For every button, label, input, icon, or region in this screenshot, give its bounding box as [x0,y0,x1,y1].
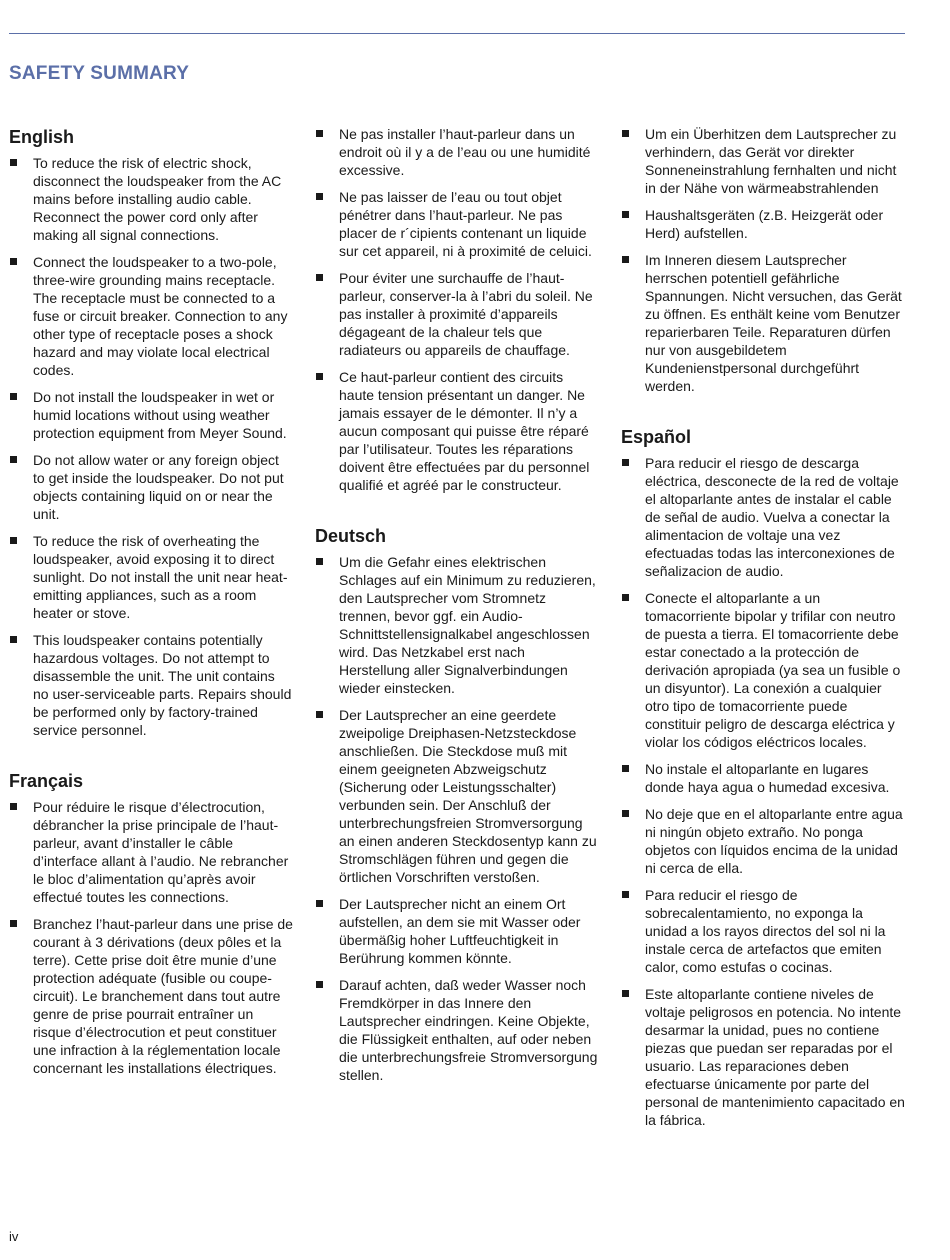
page-title: SAFETY SUMMARY [9,63,190,84]
square-bullet-icon [316,373,323,380]
safety-list-item [9,451,293,523]
safety-list-item [9,388,293,442]
list-item-text: Conecte el altoparlante a un tomacorriente bipolar y trifilar con neutro de puesta a tierra. El tomacorriente debe estar conectado a la protección de derivación apropiada (ya sea un fusible o un disyuntor). La conexión a cualquier otro tipo de tomacorriente puede constituir peligro de descarga eléctrica y violar los códigos eléctricos locales. [645,590,901,750]
square-bullet-icon [316,711,323,718]
square-bullet-icon [10,803,17,810]
safety-section [315,524,599,1084]
square-bullet-icon [622,459,629,466]
square-bullet-icon [316,981,323,988]
square-bullet-icon [316,130,323,137]
safety-list [621,454,905,1129]
safety-list-item [315,976,599,1084]
list-item-text: To reduce the risk of overheating the loudspeaker, avoid exposing it to direct sunlight. Do not install the unit near heat-emitting appliances, such as a room heater or stove. [33,533,288,621]
square-bullet-icon [10,456,17,463]
safety-list-item [621,589,905,751]
page-number: iv [9,1229,19,1244]
safety-list-item [315,125,599,179]
safety-list-item [315,188,599,260]
safety-list-item [315,269,599,359]
square-bullet-icon [622,765,629,772]
list-item-text: No instale el altoparlante en lugares donde haya agua o humedad excesiva. [645,761,890,795]
list-item-text: Ne pas laisser de l’eau ou tout objet pénétrer dans l’haut-parleur. Ne pas placer de r´cipients contenant un liquide sur cet appareil, ni à proximité de celuici. [339,189,592,259]
safety-list-item [9,154,293,244]
safety-list-item [9,253,293,379]
list-item-text: Ne pas installer l’haut-parleur dans un endroit où il y a de l’eau ou une humidité excessive. [339,126,591,178]
square-bullet-icon [316,558,323,565]
square-bullet-icon [622,594,629,601]
square-bullet-icon [10,920,17,927]
safety-list-item [315,706,599,886]
safety-list-item [9,532,293,622]
text-column-3 [621,125,905,1159]
list-item-text: Do not allow water or any foreign object to get inside the loudspeaker. Do not put objects containing liquid on or near the unit. [33,452,284,522]
list-item-text: Um ein Überhitzen dem Lautsprecher zu verhindern, das Gerät vor direkter Sonneneinstrahlung fernhalten und nicht in der Nähe von wärmeabstrahlenden [645,126,897,196]
list-item-text: Im Inneren diesem Lautsprecher herrschen potentiell gefährliche Spannungen. Nicht versuchen, das Gerät zu öffnen. Es enthält keine vom Benutzer reparierbaren Teile. Reparaturen dürfen nur von ausgebildetem Kundenienstpersonal durchgeführt werden. [645,252,902,394]
list-item-text: Este altoparlante contiene niveles de voltaje peligrosos en potencia. No intente desarmar la unidad, pues no contiene piezas que puedan ser reparadas por el usuario. Las reparaciones deben efectuarse únicamente por parte del personal de mantenimiento capacitado en la fábrica. [645,986,905,1128]
list-item-text: Pour réduire le risque d’électrocution, débrancher la prise principale de l’haut-parleur, avant d’installer le câble d’interface allant à l’audio. Ne rebrancher le bloc d’alimentation qu’après avoir effectué toutes les connections. [33,799,289,905]
list-item-text: Darauf achten, daß weder Wasser noch Fremdkörper in das Innere den Lautsprecher eindringen. Keine Objekte, die Flüssigkeit enthalten, auf oder neben die unterbrechungsfreie Stromversorgung stellen. [339,977,598,1083]
list-item-text: Pour éviter une surchauffe de l’haut-parleur, conserver-la à l’abri du soleil. Ne pas installer à proximité d’appareils dégageant de la chaleur tels que radiateurs ou appareils de chauffage. [339,270,593,358]
safety-list-item [315,895,599,967]
list-item-text: Branchez l’haut-parleur dans une prise de courant à 3 dérivations (deux pôles et la terre). Cette prise doit être munie d’une protection adéquate (fusible ou coupe-circuit). Le branchement dans tout autre genre de prise pourrait entraîner un risque d’électrocution et peut constituer une infraction à la réglementation locale concernant les installations électriques. [33,916,293,1076]
safety-list-item [621,454,905,580]
safety-list [9,154,293,739]
square-bullet-icon [316,193,323,200]
square-bullet-icon [10,537,17,544]
list-item-text: Connect the loudspeaker to a two-pole, three-wire grounding mains receptacle. The receptacle must be connected to a fuse or circuit breaker. Connection to any other type of receptacle poses a shock hazard and may violate local electrical codes. [33,254,288,378]
square-bullet-icon [622,130,629,137]
safety-list-item [621,805,905,877]
list-item-text: Haushaltsgeräten (z.B. Heizgerät oder Herd) aufstellen. [645,207,884,241]
safety-list [9,798,293,1077]
list-item-text: Um die Gefahr eines elektrischen Schlages auf ein Minimum zu reduzieren, den Lautsprecher vom Stromnetz trennen, bevor ggf. ein Audio-Schnittstellensignalkabel angeschlossen wird. Das Netzkabel erst nach Herstellung aller Signalverbindungen wieder einstecken. [339,554,596,696]
square-bullet-icon [622,211,629,218]
header-rule [9,33,905,34]
list-item-text: To reduce the risk of electric shock, disconnect the loudspeaker from the AC mains before installing audio cable. Reconnect the power cord only after making all signal connections. [33,155,282,243]
square-bullet-icon [10,393,17,400]
section-title: Deutsch [315,526,387,546]
square-bullet-icon [10,636,17,643]
safety-section [9,769,293,1077]
safety-list-item [315,368,599,494]
square-bullet-icon [316,274,323,281]
safety-section [9,125,293,739]
safety-list-item [621,125,905,197]
safety-list [315,553,599,1084]
safety-section [315,125,599,494]
square-bullet-icon [622,990,629,997]
safety-list-item [621,206,905,242]
list-item-text: Do not install the loudspeaker in wet or humid locations without using weather protection equipment from Meyer Sound. [33,389,287,441]
text-column-1 [9,125,293,1107]
safety-list-item [315,553,599,697]
safety-list-item [9,798,293,906]
list-item-text: Ce haut-parleur contient des circuits haute tension présentant un danger. Ne jamais essayer de le démonter. Il n’y a aucun composant qui puisse être réparé par l’utilisateur. Toutes les réparations doivent être effectuées par du personnel qualifié et agréé par le constructeur. [339,369,590,493]
safety-list-item [9,915,293,1077]
square-bullet-icon [622,256,629,263]
safety-list-item [621,760,905,796]
square-bullet-icon [10,159,17,166]
section-title: Español [621,427,692,447]
safety-section [621,425,905,1129]
safety-list-item [621,251,905,395]
text-column-2 [315,125,599,1114]
safety-list [315,125,599,494]
list-item-text: Para reducir el riesgo de sobrecalentamiento, no exponga la unidad a los rayos directos del sol ni la instale cerca de artefactos que emiten calor, como estufas o cocinas. [645,887,886,975]
list-item-text: Der Lautsprecher nicht an einem Ort aufstellen, an dem sie mit Wasser oder übermäßig hoher Luftfeuchtigkeit in Berührung kommen könnte. [339,896,581,966]
list-item-text: Para reducir el riesgo de descarga eléctrica, desconecte de la red de voltaje el altoparlante antes de instalar el cable de señal de audio. Vuelva a conectar la alimentacion de voltaje una vez efectuadas todas las interconexiones de señalizacion de audio. [645,455,899,579]
section-title: English [9,127,75,147]
list-item-text: Der Lautsprecher an eine geerdete zweipolige Dreiphasen-Netzsteckdose anschließen. Die Steckdose muß mit einem geeigneten Abzweigschutz (Sicherung oder Leistungsschalter) verbunden sein. Der Anschluß der unterbrechungsfreien Stromversorgung an einen anderen Steckdosentyp kann zu Stromschlägen führen und gegen die örtlichen Vorschriften verstoßen. [339,707,597,885]
square-bullet-icon [622,891,629,898]
safety-list-item [621,985,905,1129]
safety-list [621,125,905,395]
safety-section [621,125,905,395]
section-title: Français [9,771,84,791]
safety-list-item [9,631,293,739]
list-item-text: No deje que en el altoparlante entre agua ni ningún objeto extraño. No ponga objetos con líquidos encima de la unidad ni cerca de ella. [645,806,903,876]
square-bullet-icon [622,810,629,817]
square-bullet-icon [10,258,17,265]
safety-list-item [621,886,905,976]
square-bullet-icon [316,900,323,907]
list-item-text: This loudspeaker contains potentially hazardous voltages. Do not attempt to disassemble the unit. The unit contains no user-serviceable parts. Repairs should be performed only by factory-trained service personnel. [33,632,292,738]
